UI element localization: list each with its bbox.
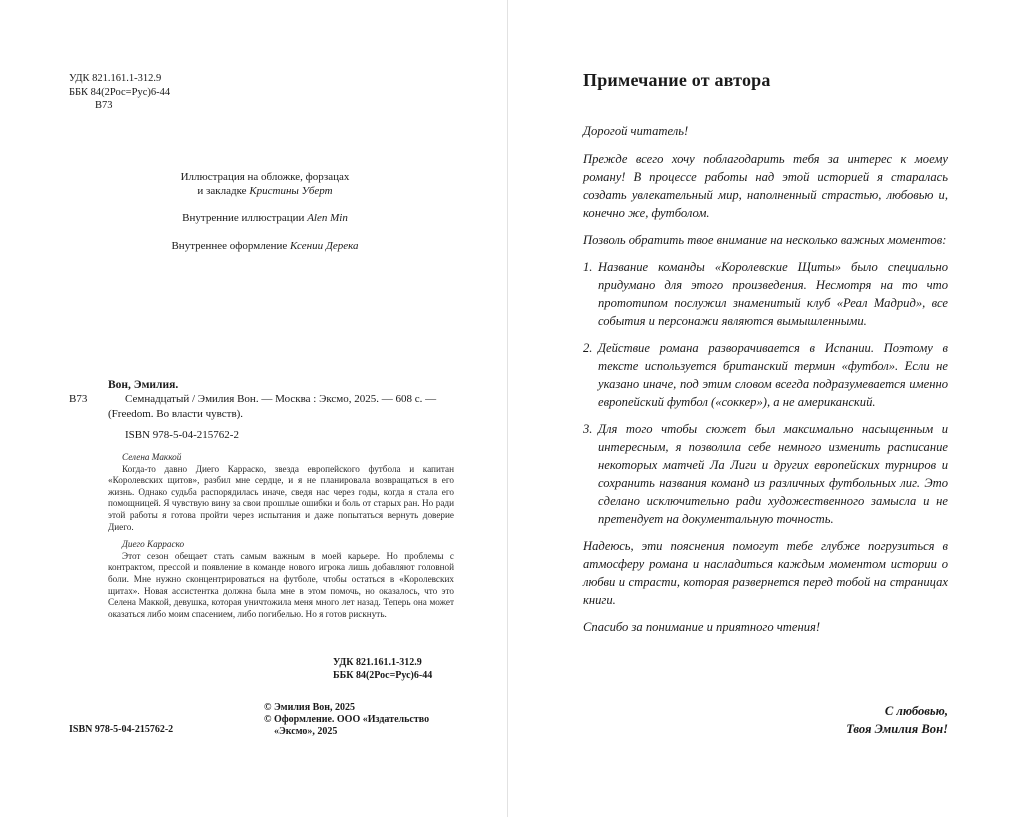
copyright-design: © Оформление. ООО «Издательство (264, 714, 430, 725)
annotation-text-2: Этот сезон обещает стать самым важным в моей карьере. Но проблемы с контрактом, прессой и появление в команде нового игрока лишь добавляют головной боли. Мне нужно сконцентрироваться на футболе, чтобы остаться в «Королевских щитах». Новая ассистентка должна была мне в этом помочь, но оказалось, что это Селена Маккой, девушка, которая уничтожила меня много лет назад. Теперь она может оказаться либо моим спасением, либо погибелью. Но я готов рискнуть. (108, 550, 454, 619)
annotation-text-1: Когда-то давно Диего Карраско, звезда европейского футбола и капитан «Королевских щитов», разбил мне сердце, и я не планировала возвращаться в его жизнь. Однако судьба распорядилась иначе, сведя нас через годы, когда я стала его помощницей. Я чувствую вину за свои прошлые ошибки и боль от старых ран. Но ради этой работы я готова пройти через испытания и даже попытаться вернуть доверие Диего. (108, 463, 454, 532)
bbk-code: ББК 84(2Рос=Рус)6-44 (69, 86, 171, 98)
author-note (583, 122, 948, 645)
paragraph-1 (583, 150, 948, 222)
signature (846, 702, 948, 738)
classification-codes (69, 72, 170, 113)
annotation-name-2: Диего Карраско (122, 539, 185, 550)
note-number-3: 3. (583, 422, 593, 436)
udk-code: УДК 821.161.1-312.9 (69, 73, 162, 84)
designer: Ксении Дерека (290, 239, 359, 252)
interior-credit-prefix: Внутренние иллюстрации (182, 212, 308, 224)
cover-credit-prefix: и закладке (197, 184, 250, 197)
copyright-author: © Эмилия Вон, 2025 (264, 702, 356, 713)
note-number-2: 2. (583, 341, 593, 355)
illustration-credits (130, 171, 400, 267)
annotation (108, 452, 454, 626)
catalog-card (69, 378, 454, 442)
paragraph-2: Позволь обратить твое внимание на несколько важных моментов: (583, 233, 947, 247)
bottom-bbk: ББК 84(2Рос=Рус)6-44 (333, 670, 433, 681)
catalog-isbn: ISBN 978-5-04-215762-2 (125, 429, 239, 441)
note-title: Примечание от автора (583, 70, 771, 90)
note-item-1 (583, 258, 948, 330)
annotation-name-1: Селена Маккой (122, 452, 182, 462)
note-text-1: Название команды «Королевские Щиты» было специально придумано для этого произведения. Несмотря на то что прототипом послужил знаменитый клуб «Реал Мадрид», все события и персонажи являются вымышленными. (598, 260, 948, 328)
design-credit-prefix: Внутреннее оформление (171, 239, 291, 252)
paragraph-3: Надеюсь, эти пояснения помогут тебе глубже погрузиться в атмосферу романа и насладиться каждым моментом истории о любви и страсти, которая развернется перед тобой на страницах книги. (583, 539, 948, 607)
interior-artist: Alen Min (307, 212, 348, 224)
copyright (264, 702, 429, 738)
design-credit (130, 240, 400, 254)
note-text-2: Действие романа разворачивается в Испании. Поэтому в тексте используется британский термин «футбол». Если не указано иначе, под этим словом всегда подразумевается именно европейский футбол («соккер»), а не американский. (598, 341, 948, 409)
interior-credit (130, 212, 400, 226)
note-text-3: Для того чтобы сюжет был максимально насыщенным и интересным, я позволила себе немного изменить расписание некоторых матчей Ла Лиги и других европейских турниров и сохранить названия команд из различных футбольных лиг. Это сделано исключительно ради художественного замысла и не претендует на документальную точность. (598, 422, 948, 526)
thanks: Спасибо за понимание и приятного чтения! (583, 620, 821, 634)
cover-credit (130, 171, 400, 198)
paragraph-1-text: Прежде всего хочу поблагодарить тебя за интерес к моему роману! В процессе работы над этой историей я старалась создать увлекательный мир, наполненный страстью, любовью и, конечно же, футболом. (583, 152, 948, 220)
catalog-author-mark: В73 (69, 393, 88, 405)
catalog-author: Вон, Эмилия. (108, 379, 179, 391)
notes-list (583, 258, 948, 528)
signature-line-2: Твоя Эмилия Вон! (846, 722, 948, 736)
note-item-3 (583, 420, 948, 528)
note-item-2 (583, 339, 948, 411)
copyright-publisher: «Эксмо», 2025 (274, 726, 338, 737)
bottom-codes (333, 656, 432, 682)
greeting: Дорогой читатель! (583, 124, 689, 138)
catalog-description: Семнадцатый / Эмилия Вон. — Москва : Эксмо, 2025. — 608 с. — (Freedom. Во власти чувств). (108, 393, 437, 420)
note-number-1: 1. (583, 260, 593, 274)
bottom-udk: УДК 821.161.1-312.9 (333, 657, 422, 668)
signature-line-1: С любовью, (884, 704, 948, 718)
author-mark: В73 (95, 100, 113, 111)
cover-credit-line1: Иллюстрация на обложке, форзацах (180, 171, 350, 183)
isbn-bottom: ISBN 978-5-04-215762-2 (69, 724, 174, 735)
cover-artist: Кристины Уберт (249, 184, 333, 197)
catalog-entry (69, 392, 454, 421)
